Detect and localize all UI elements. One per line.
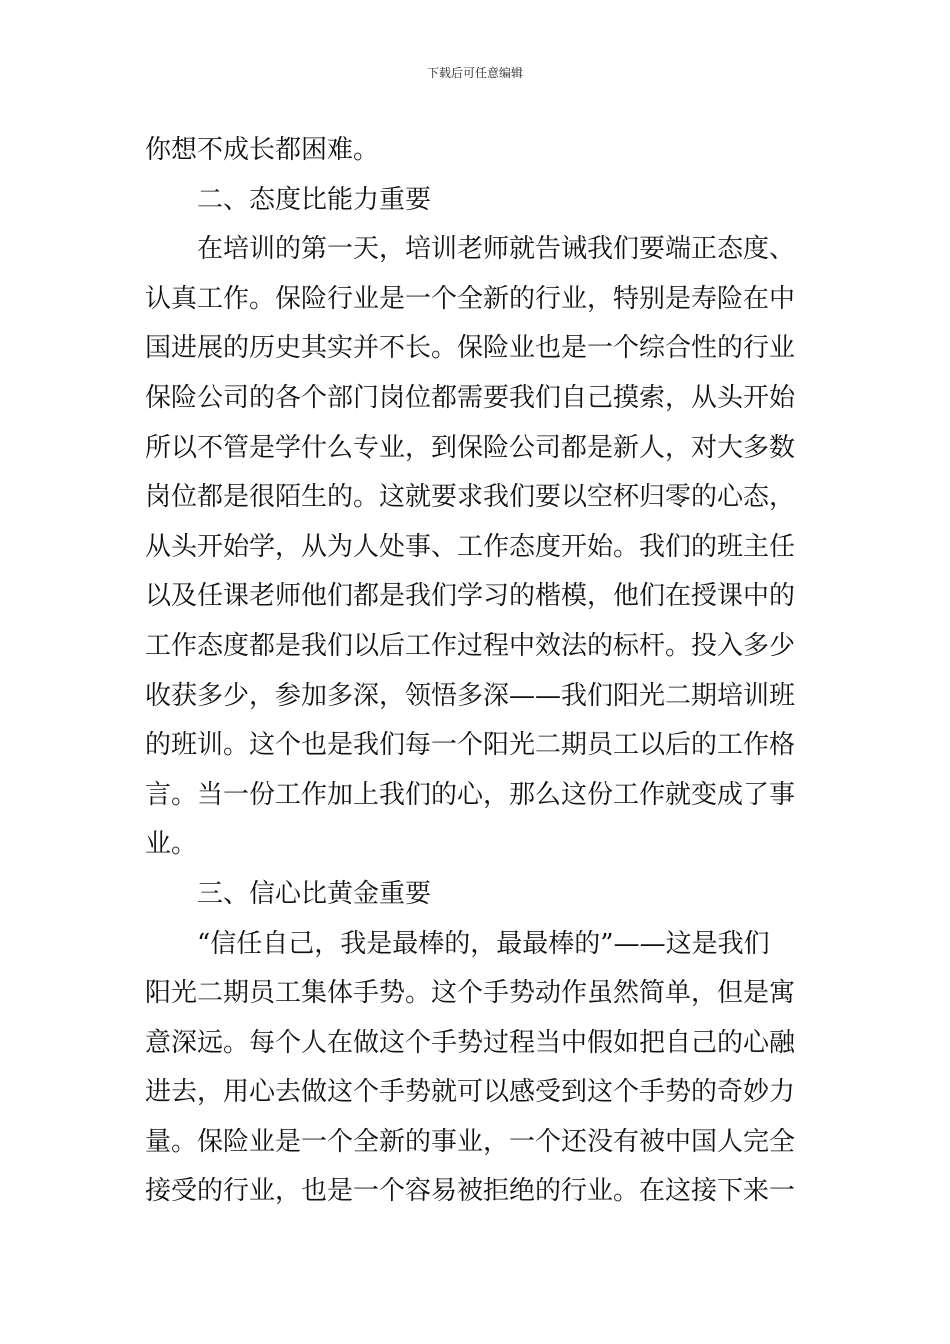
text-line: 意深远。每个人在做这个手势过程当中假如把自己的心融 (145, 1027, 796, 1058)
text-line: 在培训的第一天，培训老师就告诫我们要端正态度、 (197, 234, 796, 265)
text-line: 言。当一份工作加上我们的心，那么这份工作就变成了事 (145, 779, 796, 810)
text-line: 所以不管是学什么专业，到保险公司都是新人，对大多数 (145, 432, 796, 463)
text-line: 接受的行业，也是一个容易被拒绝的行业。在这接下来一 (145, 1176, 796, 1207)
document-body (145, 126, 810, 1217)
section-heading: 二、态度比能力重要 (197, 184, 432, 215)
text-line: 阳光二期员工集体手势。这个手势动作虽然简单，但是寓 (145, 978, 796, 1009)
text-line: 保险公司的各个部门岗位都需要我们自己摸索，从头开始 (145, 382, 796, 413)
text-line: 收获多少，参加多深，领悟多深——我们阳光二期培训班 (145, 680, 796, 711)
text-line: 进去，用心去做这个手势就可以感受到这个手势的奇妙力 (145, 1077, 796, 1108)
text-line: 从头开始学，从为人处事、工作态度开始。我们的班主任 (145, 531, 796, 562)
text-line: “信任自己，我是最棒的，最最棒的”——这是我们 (197, 928, 770, 959)
text-line: 工作态度都是我们以后工作过程中效法的标杆。投入多少 (145, 630, 796, 661)
text-line: 的班训。这个也是我们每一个阳光二期员工以后的工作格 (145, 730, 796, 761)
text-line: 量。保险业是一个全新的事业，一个还没有被中国人完全 (145, 1126, 796, 1157)
section-heading: 三、信心比黄金重要 (197, 878, 432, 909)
page-header: 下载后可任意编辑 (426, 66, 523, 80)
text-line: 业。 (145, 829, 198, 860)
text-line: 国进展的历史其实并不长。保险业也是一个综合性的行业 (145, 333, 796, 364)
text-line: 你想不成长都困难。 (145, 135, 380, 165)
text-line: 岗位都是很陌生的。这就要求我们要以空杯归零的心态， (145, 482, 796, 513)
text-line: 以及任课老师他们都是我们学习的楷模，他们在授课中的 (145, 581, 796, 612)
text-line: 认真工作。保险行业是一个全新的行业，特别是寿险在中 (145, 283, 796, 314)
